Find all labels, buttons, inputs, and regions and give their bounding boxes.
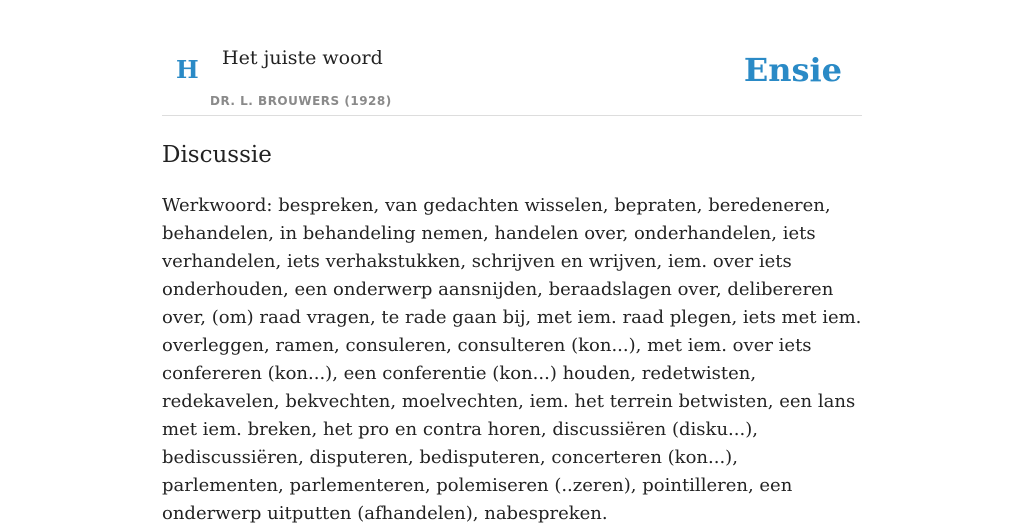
- entry-body: Werkwoord: bespreken, van gedachten wisselen, bepraten, beredeneren, behandelen, in behandeling nemen, handelen over, onderhandelen, iets verhandelen, iets verhakstukken, schrijven en wrijven, iem. over iets onderhouden, een onderwerp aansnijden, beraadslagen over, delibereren over, (om) raad vragen, te rade gaan bij, met iem. raad plegen, iets met iem. overleggen, ramen, consuleren, consulteren (kon...), met iem. over iets confereren (kon...), een conferentie (kon...) houden, redetwisten, redekavelen, bekvechten, moelvechten, iem. het terrein betwisten, een lans met iem. breken, het pro en contra horen, discussiëren (disku...), bediscussiëren, disputeren, bedisputeren, concerteren (kon...), parlementen, parlementeren, polemiseren (..zeren), pointilleren, een onderwerp uitputten (afhandelen), nabespreken.: [162, 195, 862, 524]
- entry-title: Discussie: [162, 142, 272, 168]
- book-title[interactable]: Het juiste woord: [222, 47, 383, 69]
- header: [162, 0, 862, 116]
- book-author: DR. L. BROUWERS (1928): [210, 94, 392, 108]
- entry-card: [162, 0, 862, 524]
- book-logo[interactable]: H: [176, 55, 199, 84]
- brand-logo[interactable]: Ensie: [743, 51, 842, 89]
